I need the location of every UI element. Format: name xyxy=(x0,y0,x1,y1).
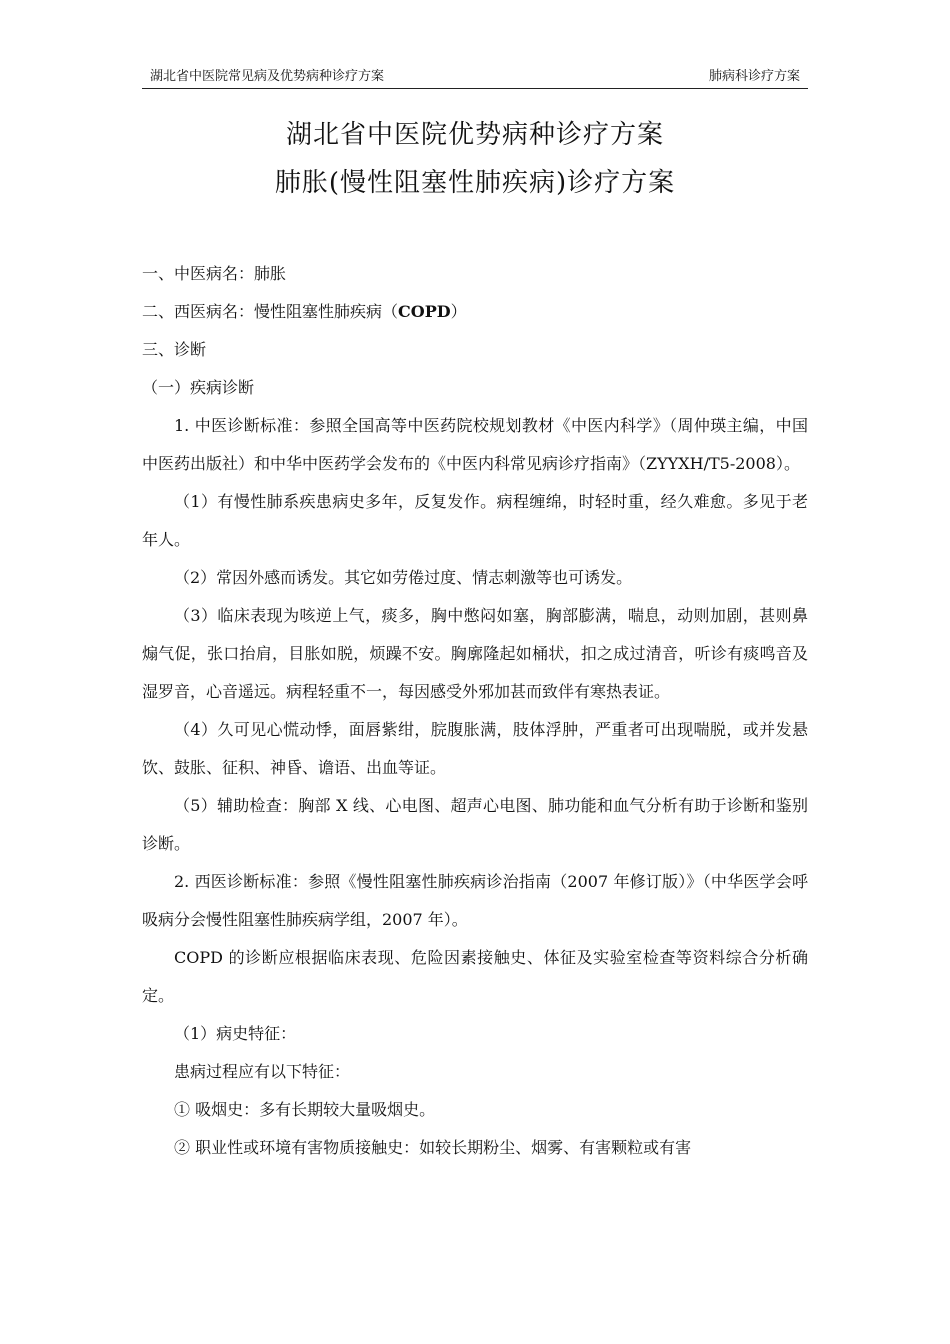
paragraph-item-2: （2）常因外感而诱发。其它如劳倦过度、情志刺激等也可诱发。 xyxy=(174,568,633,587)
section-1-heading: 一、中医病名：肺胀 xyxy=(142,264,287,283)
page-header xyxy=(142,66,808,89)
paragraph-occupational-exposure: ② 职业性或环境有害物质接触史：如较长期粉尘、烟雾、有害颗粒或有害 xyxy=(174,1138,692,1157)
paragraph-item-1: （1）有慢性肺系疾患病史多年，反复发作。病程缠绵，时轻时重，经久难愈。多见于老年人。 xyxy=(142,492,808,549)
paragraph-tcm-criteria: 1. 中医诊断标准：参照全国高等中医药院校规划教材《中医内科学》（周仲瑛主编，中国中医药出版社）和中华中医药学会发布的《中医内科常见病诊疗指南》（ZYYXH/T5-2008）。 xyxy=(142,416,808,473)
paragraph-item-3: （3）临床表现为咳逆上气，痰多，胸中憋闷如塞，胸部膨满，喘息，动则加剧，甚则鼻煽气促，张口抬肩，目胀如脱，烦躁不安。胸廓隆起如桶状，扣之成过清音，听诊有痰鸣音及湿罗音，心音遥远。病程轻重不一，每因感受外邪加甚而致伴有寒热表证。 xyxy=(142,606,808,701)
paragraph-western-criteria: 2. 西医诊断标准：参照《慢性阻塞性肺疾病诊治指南（2007 年修订版）》（中华医学会呼吸病分会慢性阻塞性肺疾病学组，2007 年）。 xyxy=(142,872,808,929)
document-title-line-2: 肺胀(慢性阻塞性肺疾病)诊疗方案 xyxy=(274,168,676,198)
paragraph-item-5: （5）辅助检查：胸部 X 线、心电图、超声心电图、肺功能和血气分析有助于诊断和鉴别诊断。 xyxy=(142,796,808,853)
section-3-heading: 三、诊断 xyxy=(142,340,207,359)
section-2-heading xyxy=(142,293,808,331)
paragraph-item-4: （4）久可见心慌动悸，面唇紫绀，脘腹胀满，肢体浮肿，严重者可出现喘脱，或并发悬饮、鼓胀、征积、神昏、谵语、出血等证。 xyxy=(142,720,808,777)
header-right-text: 肺病科诊疗方案 xyxy=(708,69,800,84)
subsection-heading: （一）疾病诊断 xyxy=(142,378,255,397)
section-2-suffix: ） xyxy=(450,302,467,321)
header-left-text: 湖北省中医院常见病及优势病种诊疗方案 xyxy=(150,69,385,84)
section-2-prefix: 二、西医病名：慢性阻塞性肺疾病（ xyxy=(142,302,399,321)
paragraph-copd-diagnosis: COPD 的诊断应根据临床表现、危险因素接触史、体征及实验室检查等资料综合分析确定。 xyxy=(142,948,808,1005)
paragraph-history-heading: （1）病史特征： xyxy=(174,1024,297,1043)
document-title-line-1: 湖北省中医院优势病种诊疗方案 xyxy=(285,120,664,150)
section-2-abbr: COPD xyxy=(398,302,451,321)
paragraph-history-intro: 患病过程应有以下特征： xyxy=(174,1062,351,1081)
document-body xyxy=(142,255,808,1167)
paragraph-smoking-history: ① 吸烟史：多有长期较大量吸烟史。 xyxy=(174,1100,436,1119)
